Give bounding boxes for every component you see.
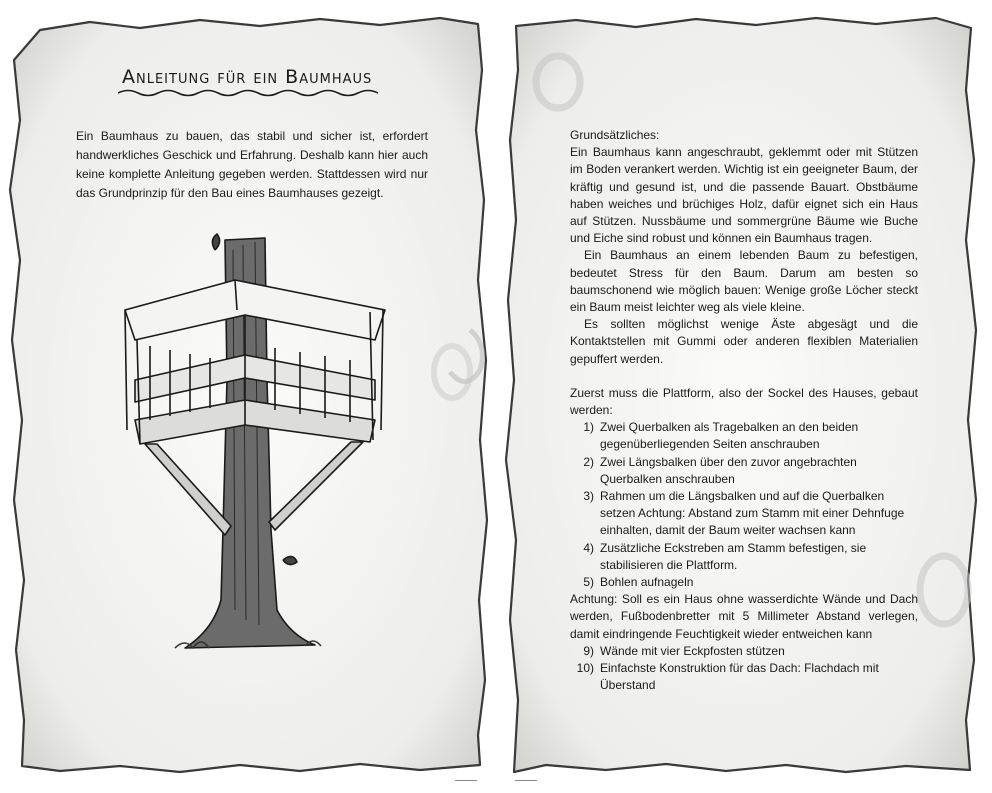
warning-note: Achtung: Soll es ein Haus ohne wasserdichte Wände und Dach werden, Fußbodenbretter mit 5 Millimeter Abstand verlegen, damit eindringende Feuchtigkeit wieder entweichen kann bbox=[570, 592, 918, 641]
title-underline bbox=[118, 88, 380, 98]
page-divider-mark bbox=[455, 780, 477, 781]
list-item: 4) Zusätzliche Eckstreben am Stamm befestigen, sie stabilisieren die Plattform. bbox=[583, 540, 867, 572]
list-item: 9) Wände mit vier Eckpfosten stützen bbox=[583, 643, 785, 658]
list-item: 10) Einfachste Konstruktion für das Dach: Flachdach mit Überstand bbox=[576, 661, 879, 693]
list-item: 5) Bohlen aufnageln bbox=[583, 575, 694, 590]
treehouse-illustration bbox=[115, 230, 395, 660]
intro-paragraph bbox=[76, 127, 428, 203]
paragraph-3: Es sollten möglichst wenige Äste abgesägt und die Kontaktstellen mit Gummi oder anderen flexiblen Materialien gepuffert werden. bbox=[570, 317, 918, 366]
page-divider-mark bbox=[515, 780, 537, 781]
intro-text: Ein Baumhaus zu bauen, das stabil und sicher ist, erfordert handwerkliches Geschick und Erfahrung. Deshalb kann hier auch keine komplette Anleitung gegeben werden. Stattdessen wird nur das Grundprinzip für den Bau eines Baumhauses gezeigt. bbox=[76, 129, 428, 200]
list-item: 2) Zwei Längsbalken über den zuvor angebrachten Querbalken anschrauben bbox=[583, 454, 857, 486]
list-item: 1) Zwei Querbalken als Tragebalken an den beiden gegenüberliegenden Seiten anschrauben bbox=[583, 420, 859, 452]
paragraph-1: Ein Baumhaus kann angeschraubt, geklemmt oder mit Stützen im Boden verankert werden. Wichtig ist ein geeigneter Baum, der kräftig und gesund ist, und die passende Bauart. Obstbäume haben weiches und brüchiges Holz, dafür eignet sich ein Haus auf Stützen. Nussbäume und sommergrüne Bäume wie Buche und Eiche sind robust und können ein Baumhaus tragen. bbox=[570, 145, 918, 246]
section-heading: Grundsätzliches: bbox=[570, 128, 660, 142]
paragraph-2: Ein Baumhaus an einem lebenden Baum zu befestigen, bedeutet Stress für den Baum. Darum am besten so baumschonend wie möglich bauen: Wenige große Löcher steckt ein Baum meist leichter weg als viele kleine. bbox=[570, 248, 918, 315]
right-page bbox=[496, 0, 992, 793]
paragraph-4: Zuerst muss die Plattform, also der Sockel des Hauses, gebaut werden: bbox=[570, 385, 918, 418]
right-text bbox=[570, 127, 918, 695]
page-title: Anleitung für ein Baumhaus bbox=[122, 66, 373, 88]
list-item: 3) Rahmen um die Längsbalken und auf die Querbalken setzen Achtung: Abstand zum Stamm mit einer Dehnfuge einhalten, damit der Baum weiter wachsen kann bbox=[583, 489, 905, 538]
